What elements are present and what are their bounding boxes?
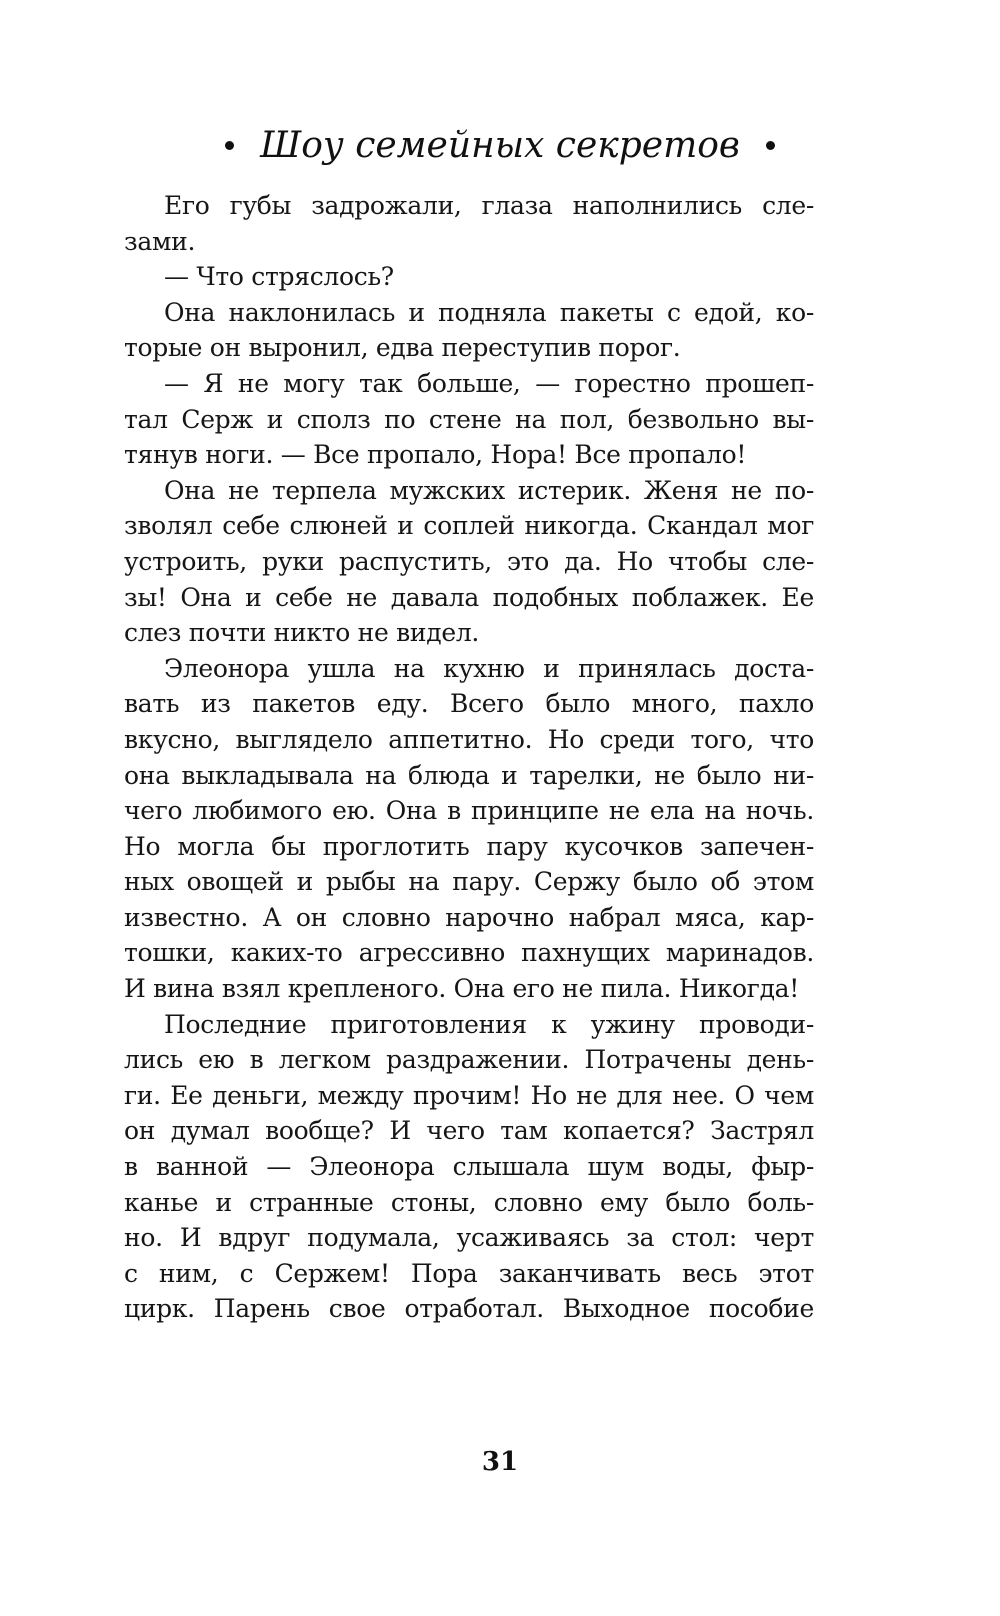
text-line: Последние приготовления к ужину проводи- xyxy=(164,1009,814,1039)
text-line: цирк. Парень свое отработал. Выходное пособие xyxy=(124,1294,814,1324)
running-header xyxy=(0,118,1000,174)
right-bullet-icon xyxy=(766,141,775,150)
running-header-title: Шоу семейных секретов xyxy=(260,125,740,166)
text-line: известно. А он словно нарочно набрал мяса, кар- xyxy=(124,902,814,932)
text-line: ных овощей и рыбы на пару. Сержу было об этом xyxy=(124,867,814,897)
text-line: но. И вдруг подумала, усаживаясь за стол: черт xyxy=(124,1223,814,1253)
text-line: слез почти никто не видел. xyxy=(124,618,480,648)
text-line: — Я не могу так больше, — горестно прошеп- xyxy=(164,368,814,398)
text-line: тал Серж и сполз по стене на пол, безвольно вы- xyxy=(124,404,814,434)
page-number: 31 xyxy=(481,1447,519,1477)
text-line: зами. xyxy=(124,226,196,256)
body-text xyxy=(124,188,814,1327)
text-line: И вина взял крепленого. Она его не пила. Никогда! xyxy=(124,974,800,1004)
text-line: вкусно, выглядело аппетитно. Но среди того, что xyxy=(124,724,814,754)
text-line: Элеонора ушла на кухню и принялась доста- xyxy=(164,653,814,683)
text-line: Она наклонилась и подняла пакеты с едой, ко- xyxy=(164,297,814,327)
text-line: зы! Она и себе не давала подобных поблажек. Ее xyxy=(124,582,814,612)
text-line: она выкладывала на блюда и тарелки, не было ни- xyxy=(124,760,814,790)
text-line: торые он выронил, едва переступив порог. xyxy=(124,333,681,363)
text-line: ги. Ее деньги, между прочим! Но не для нее. О чем xyxy=(124,1080,814,1110)
text-line: канье и странные стоны, словно ему было боль- xyxy=(124,1187,814,1217)
text-line: тянув ноги. — Все пропало, Нора! Все пропало! xyxy=(124,440,747,470)
text-line: Она не терпела мужских истерик. Женя не по- xyxy=(164,475,814,505)
text-line: в ванной — Элеонора слышала шум воды, фыр- xyxy=(124,1152,814,1182)
text-line: лись ею в легком раздражении. Потрачены день- xyxy=(124,1045,814,1075)
left-bullet-icon xyxy=(225,141,234,150)
text-line: Но могла бы проглотить пару кусочков запечен- xyxy=(124,831,814,861)
text-line: вать из пакетов еду. Всего было много, пахло xyxy=(124,689,814,719)
text-line: устроить, руки распустить, это да. Но чтобы сле- xyxy=(124,546,814,576)
text-line: тошки, каких-то агрессивно пахнущих маринадов. xyxy=(124,938,814,968)
text-line: чего любимого ею. Она в принципе не ела на ночь. xyxy=(124,796,814,826)
text-line: с ним, с Сержем! Пора заканчивать весь этот xyxy=(124,1258,814,1288)
text-line: он думал вообще? И чего там копается? Застрял xyxy=(124,1116,814,1146)
text-line: зволял себе слюней и соплей никогда. Скандал мог xyxy=(124,511,814,541)
text-line: — Что стряслось? xyxy=(164,262,394,292)
text-line: Его губы задрожали, глаза наполнились сле- xyxy=(164,191,814,220)
